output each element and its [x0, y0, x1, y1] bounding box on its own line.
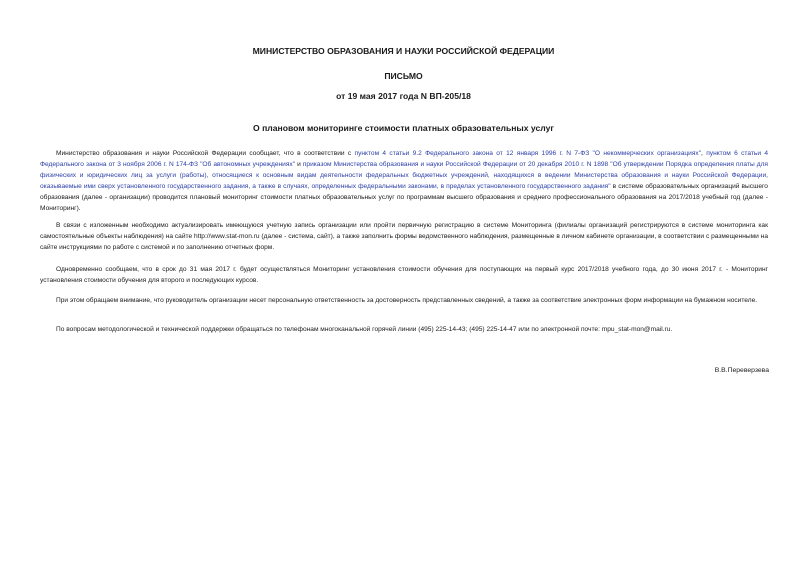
paragraph-rest-text: в системе образовательных организаций высшего образования (далее - организации) проводится плановый мониторинг стоимости платных образовательных услуг по программам высшего образования и среднего профессионального образования на 2017/2018 учебный год (далее - Мониторинг). — [40, 183, 768, 212]
order-link-1898[interactable]: приказом Министерства образования и науки Российской Федерации от 20 декабря 2010 г. N 1898 "Об утверждении Порядка определения платы для физических и юридических лиц за услуги (работы), относящиеся к основным видам деятельности федеральных бюджетных учреждений, находящихся в ведении Министерства образования и науки Российской Федерации, оказываемые ими сверх установленного государственного задания, а также в случаях, определенных федеральными законами, в пределах установленного государственного задания" — [40, 161, 768, 190]
document-subject: О плановом мониторинге стоимости платных образовательных услуг — [253, 123, 554, 133]
separator-text: и — [295, 161, 303, 168]
paragraph-legal-basis — [40, 148, 768, 214]
paragraph-deadlines: Одновременно сообщаем, что в срок до 31 мая 2017 г. будет осуществляться Мониторинг установления стоимости обучения для поступающих на первый курс 2017/2018 учебного года, до 30 июня 2017 г. - Мониторинг установления стоимости обучения для второго и последующих курсов. — [40, 266, 768, 284]
document-date-number: от 19 мая 2017 года N ВП-205/18 — [336, 91, 471, 101]
separator-text: , — [701, 150, 707, 157]
paragraph-intro-text: Министерство образования и науки Российской Федерации сообщает, что в соответствии с — [56, 150, 355, 157]
law-link-nko[interactable]: пунктом 4 статьи 9.2 Федерального закона от 12 января 1996 г. N 7-ФЗ "О некоммерческих организациях" — [354, 150, 702, 157]
law-link-autonomous-institutions[interactable]: пунктом 6 статьи 4 Федерального закона от 3 ноября 2006 г. N 174-ФЗ "Об автономных учреждениях" — [40, 150, 768, 168]
paragraph-support-contacts: По вопросам методологической и технической поддержки обращаться по телефонам многоканальной горячей линии (495) 225-14-43; (495) 225-14-47 или по электронной почте: mpu_stat-mon@mail.ru. — [56, 326, 673, 333]
document-type: ПИСЬМО — [384, 71, 423, 81]
signature: В.В.Переверзева — [714, 367, 769, 374]
ministry-header: МИНИСТЕРСТВО ОБРАЗОВАНИЯ И НАУКИ РОССИЙСКОЙ ФЕДЕРАЦИИ — [252, 46, 555, 56]
paragraph-registration: В связи с изложенным необходимо актуализировать имеющуюся учетную запись организации или пройти первичную регистрацию в системе Мониторинга (филиалы организаций регистрируются в системе мониторинга как самостоятельные объекты наблюдения) на сайте http://www.stat-mon.ru (далее - система, сайт), а также заполнить формы ведомственного наблюдения, размещенные в личном кабинете организации, в соответствии с размещенными на сайте инструкциями по работе с системой и по заполнению отчетных форм. — [40, 222, 768, 251]
paragraph-responsibility: При этом обращаем внимание, что руководитель организации несет персональную ответственность за достоверность представленных сведений, а также за соответствие электронных форм информации на бумажном носителе. — [56, 297, 758, 304]
